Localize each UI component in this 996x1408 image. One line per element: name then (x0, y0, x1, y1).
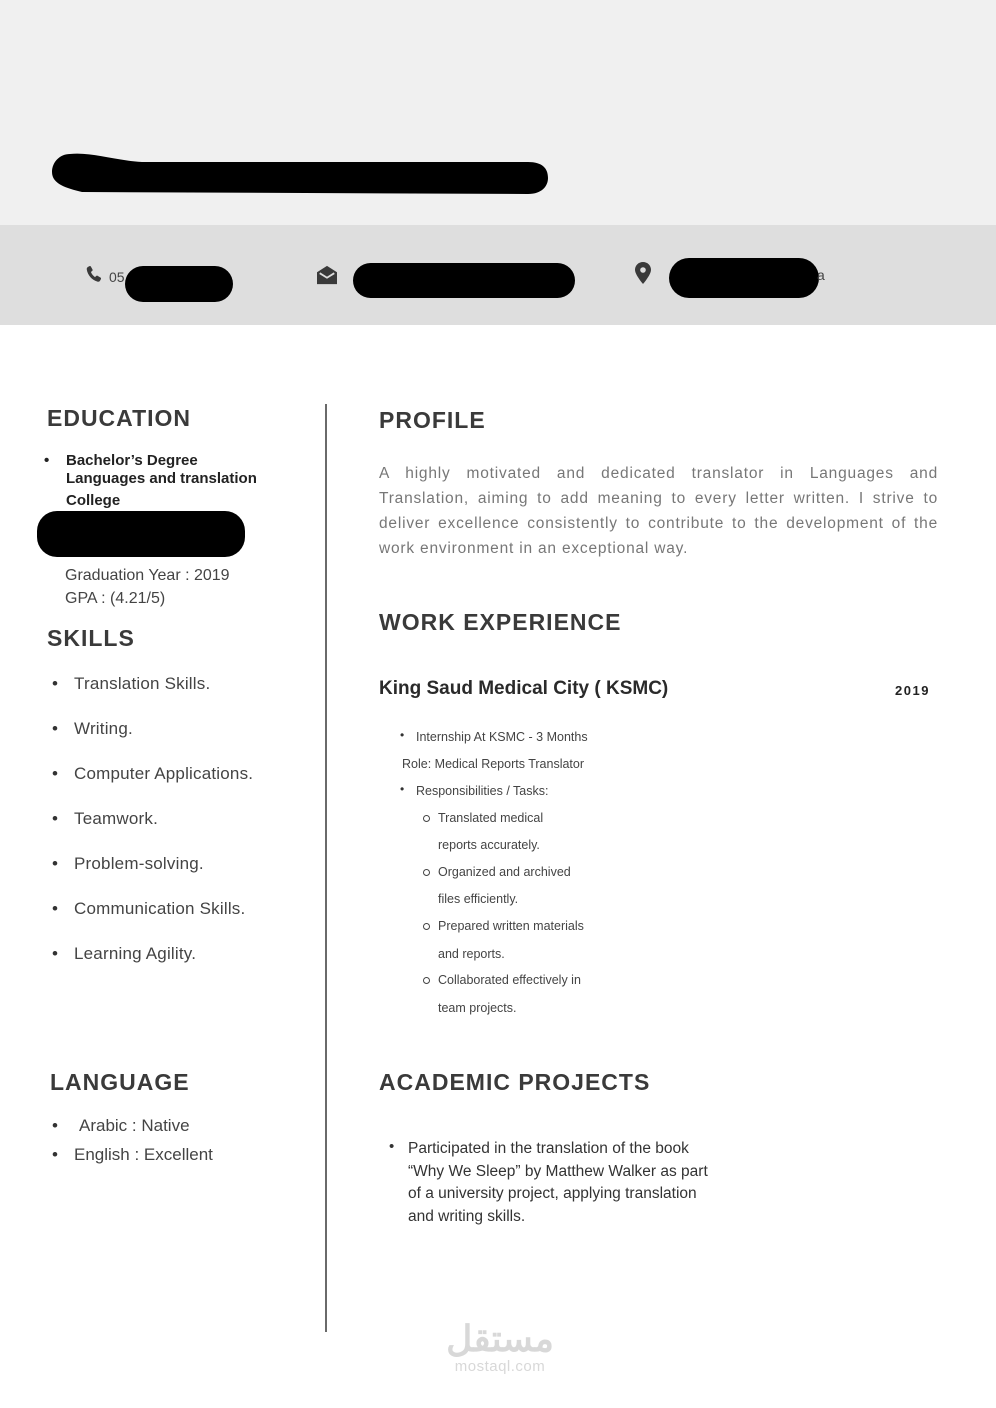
degree-line: Languages and translation (66, 470, 257, 487)
email-redaction (353, 263, 575, 298)
watermark-arabic: مستقل (446, 1318, 554, 1359)
task-line: Collaborated effectively in (438, 973, 581, 987)
map-pin-icon (635, 262, 651, 286)
sub-bullet (423, 923, 430, 930)
degree-item (44, 452, 304, 510)
language-item: • English : Excellent (52, 1143, 213, 1172)
language-item: • Arabic : Native (52, 1114, 213, 1143)
envelope-open-icon (316, 265, 338, 285)
task-line: team projects. (438, 1001, 517, 1015)
phone-prefix: 05 (109, 269, 125, 285)
work-experience-title: WORK EXPERIENCE (379, 609, 622, 635)
location-suffix: a (817, 267, 825, 283)
project-description (408, 1138, 738, 1228)
education-list (44, 452, 304, 510)
task-line: Translated medical (438, 811, 544, 825)
sub-bullet (423, 977, 430, 984)
phone-icon (84, 262, 104, 286)
project-line: Participated in the translation of the book (408, 1140, 689, 1157)
job-company: King Saud Medical City ( KSMC) (379, 678, 669, 699)
bullet: • (400, 782, 405, 796)
language-list (52, 1114, 213, 1172)
skill-item: • Writing. (52, 717, 253, 762)
bullet: • (400, 728, 405, 742)
project-line: “Why We Sleep” by Matthew Walker as part (408, 1162, 708, 1180)
task-line: reports accurately. (438, 838, 540, 852)
bullet: • (389, 1138, 395, 1155)
job-year: 2019 (895, 683, 930, 698)
sub-bullet (423, 869, 430, 876)
skills-list (52, 672, 253, 987)
language-title: LANGUAGE (50, 1069, 190, 1095)
skill-item: • Translation Skills. (52, 672, 253, 717)
project-line: and writing skills. (408, 1207, 526, 1225)
profile-title: PROFILE (379, 407, 486, 433)
phone-redaction (125, 266, 233, 302)
sub-bullet (423, 815, 430, 822)
task-line: Organized and archived (438, 865, 571, 879)
skill-item: • Communication Skills. (52, 897, 253, 942)
institution-redaction (37, 511, 245, 557)
education-title: EDUCATION (47, 405, 192, 431)
watermark-latin: mostaql.com (454, 1358, 546, 1375)
watermark (430, 1320, 570, 1375)
degree-line: College (66, 492, 121, 509)
column-divider (325, 404, 327, 1332)
task-line: and reports. (438, 947, 505, 961)
skills-title: SKILLS (47, 625, 135, 651)
skill-item: • Problem-solving. (52, 852, 253, 897)
responsibilities-label: Responsibilities / Tasks: (416, 784, 549, 798)
skill-item: • Computer Applications. (52, 762, 253, 807)
internship-line: Internship At KSMC - 3 Months (416, 730, 588, 744)
academic-projects-title: ACADEMIC PROJECTS (379, 1069, 651, 1095)
graduation-year: Graduation Year : 2019 (65, 567, 230, 584)
location-redaction (669, 258, 819, 298)
task-line: files efficiently. (438, 892, 519, 906)
skill-item: • Teamwork. (52, 807, 253, 852)
gpa: GPA : (4.21/5) (65, 590, 166, 607)
name-redaction (52, 150, 548, 196)
task-line: Prepared written materials (438, 919, 584, 933)
project-line: of a university project, applying translation (408, 1185, 697, 1202)
role-line: Role: Medical Reports Translator (402, 757, 585, 771)
profile-text: A highly motivated and dedicated translator in Languages and Translation, aiming to add meaning to every letter written. I strive to deliver excellence consistently to contribute to the development of the work environment in an exceptional way. (379, 465, 938, 557)
degree-line: • Bachelor’s Degree (66, 452, 198, 469)
skill-item: • Learning Agility. (52, 942, 253, 987)
